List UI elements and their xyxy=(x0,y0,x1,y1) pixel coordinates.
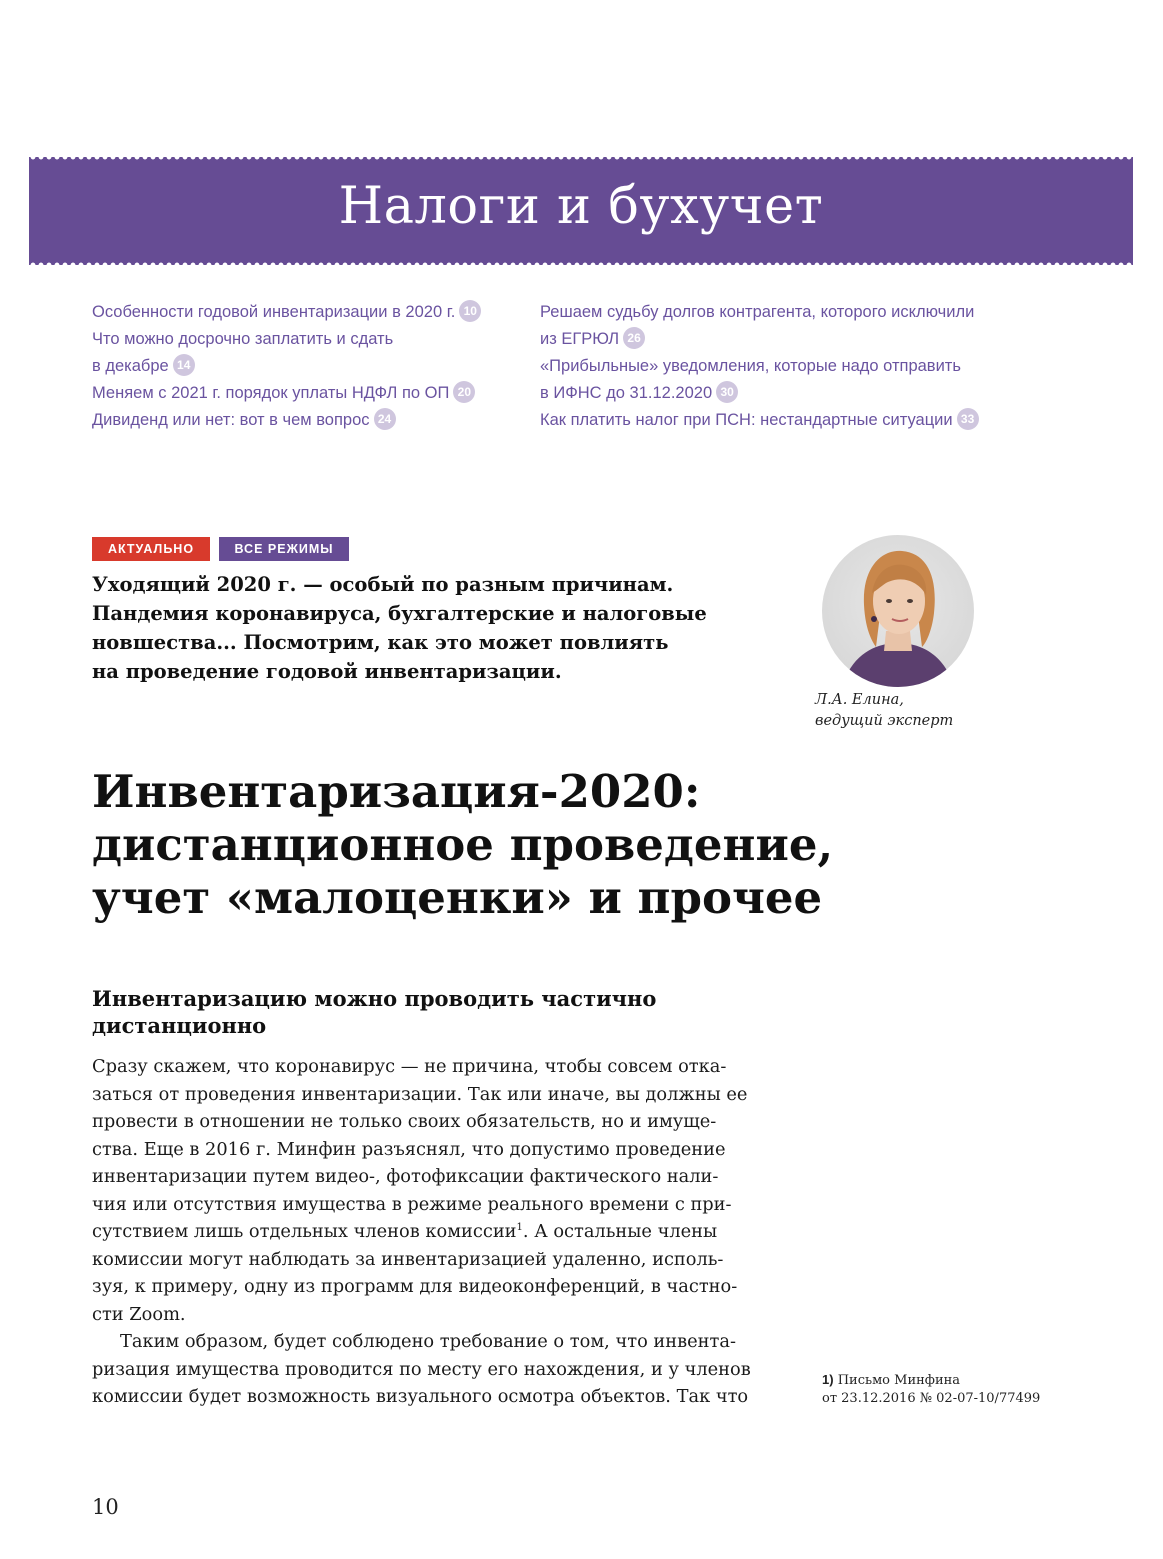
banner-scallop-top xyxy=(29,157,1133,162)
page-badge: 33 xyxy=(957,408,979,430)
toc-item[interactable]: Решаем судьбу долгов контрагента, которого исключили xyxy=(540,303,975,321)
footnote-number: 1) xyxy=(822,1372,834,1387)
toc-item[interactable]: в ИФНС до 31.12.2020 30 xyxy=(540,380,1000,407)
page-badge: 10 xyxy=(459,300,481,322)
page-badge: 14 xyxy=(173,354,195,376)
toc-left-column xyxy=(92,299,512,434)
body-line: инвентаризации путем видео-, фотофиксации фактического нали- xyxy=(92,1166,719,1187)
article-body xyxy=(92,1053,772,1411)
author-caption xyxy=(815,690,953,732)
page-badge: 24 xyxy=(374,408,396,430)
article-headline: Инвентаризация-2020: дистанционное проведение, учет «малоценки» и прочее xyxy=(92,765,834,924)
page-number: 10 xyxy=(92,1495,119,1519)
author-role: ведущий эксперт xyxy=(815,713,954,729)
author-photo xyxy=(822,535,974,687)
body-line: комиссии могут наблюдать за инвентаризацией удаленно, исполь- xyxy=(92,1248,724,1270)
toc-item[interactable]: Меняем с 2021 г. порядок уплаты НДФЛ по ОП 20 xyxy=(92,380,512,407)
page-badge: 26 xyxy=(623,327,645,349)
tag-all-regimes: ВСЕ РЕЖИМЫ xyxy=(219,537,349,561)
toc-item[interactable]: в декабре 14 xyxy=(92,353,512,380)
body-line: провести в отношении не только своих обязательств, но и имуще- xyxy=(92,1111,717,1132)
toc-item[interactable]: Дивиденд или нет: вот в чем вопрос 24 xyxy=(92,407,512,434)
toc-item[interactable]: Как платить налог при ПСН: нестандартные ситуации 33 xyxy=(540,407,1000,434)
page-badge: 20 xyxy=(453,381,475,403)
body-line: чия или отсутствия имущества в режиме реального времени с при- xyxy=(92,1193,732,1215)
toc-item[interactable]: «Прибыльные» уведомления, которые надо отправить xyxy=(540,357,961,375)
body-line: зуя, к примеру, одну из программ для видеоконференций, в частно- xyxy=(92,1276,738,1297)
article-subheading: Инвентаризацию можно проводить частично дистанционно xyxy=(92,986,657,1038)
body-line: Сразу скажем, что коронавирус — не причина, чтобы совсем отка- xyxy=(92,1056,727,1077)
toc-item[interactable]: Что можно досрочно заплатить и сдать xyxy=(92,330,394,348)
body-line: сутствием лишь отдельных членов комиссии$^1$. А остальные члены xyxy=(92,1221,718,1242)
body-line: сти Zoom. xyxy=(92,1303,186,1325)
tag-actual: АКТУАЛЬНО xyxy=(92,537,210,561)
author-name: Л.А. Елина, xyxy=(815,692,904,708)
lead-paragraph: Уходящий 2020 г. — особый по разным причинам. Пандемия коронавируса, бухгалтерские и налоговые новшества... Посмотрим, как это может повлиять на проведение годовой инвентаризации. xyxy=(92,573,707,683)
banner-scallop-bottom xyxy=(29,260,1133,265)
toc-item[interactable]: Особенности годовой инвентаризации в 2020 г. 10 xyxy=(92,299,512,326)
author-portrait-icon xyxy=(822,535,974,687)
body-line: ризация имущества проводится по месту его нахождения, и у членов xyxy=(92,1358,751,1380)
footnote: 1) Письмо Минфина от 23.12.2016 № 02-07-10/77499 xyxy=(822,1372,1041,1406)
toc-item[interactable]: из ЕГРЮЛ 26 xyxy=(540,326,1000,353)
toc-right-column xyxy=(540,299,1000,434)
section-banner xyxy=(29,157,1133,265)
body-line: Таким образом, будет соблюдено требование о том, что инвента- xyxy=(120,1331,736,1352)
footnote-ref[interactable]: 1 xyxy=(516,1222,523,1234)
body-line: заться от проведения инвентаризации. Так или иначе, вы должны ее xyxy=(92,1083,748,1105)
body-line: ства. Еще в 2016 г. Минфин разъяснял, что допустимо проведение xyxy=(92,1138,726,1160)
section-title: Налоги и бухучет xyxy=(338,177,824,236)
body-line: комиссии будет возможность визуального осмотра объектов. Так что xyxy=(92,1386,749,1407)
page-badge: 30 xyxy=(716,381,738,403)
